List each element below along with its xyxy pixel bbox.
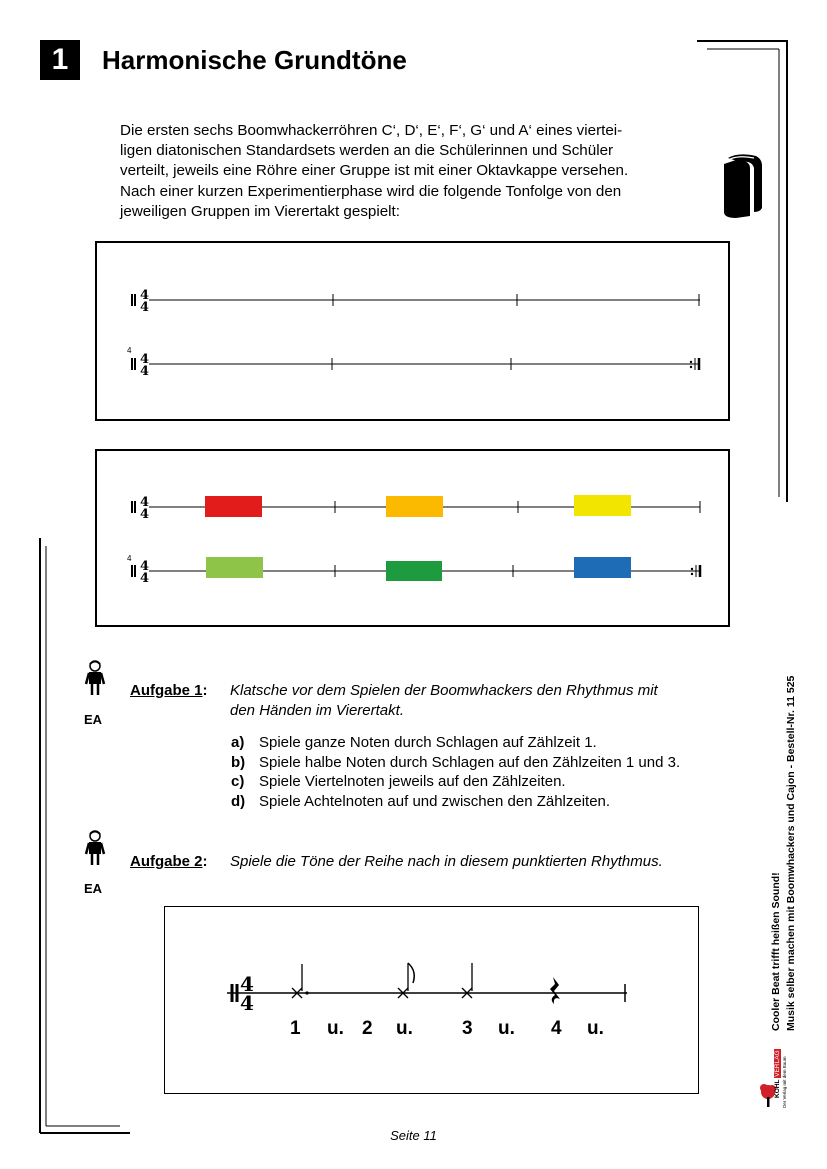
rhythm-box-empty: [95, 241, 730, 421]
time-signature-bottom: 4: [140, 571, 150, 586]
measure-number: 4: [127, 554, 132, 563]
count-label: 4: [551, 1018, 562, 1039]
task2-text: Spiele die Töne der Reihe nach in diesem punktierten Rhythmus.: [230, 853, 663, 870]
time-signature-bottom: 4: [140, 300, 150, 315]
dotted-rhythm-box: [164, 906, 699, 1094]
intro-line: ligen diatonischen Standardsets werden an die Schülerinnen und Schüler: [120, 142, 614, 160]
time-signature-top: 4: [140, 352, 150, 367]
subtask-letter: a): [231, 734, 245, 751]
subtask-text: Spiele Achtelnoten auf und zwischen den Zählzeiten.: [259, 792, 611, 810]
time-signature-top: 4: [140, 288, 150, 303]
sidebar-book-subtitle: Musik selber machen mit Boomwhackers und Cajon - Bestell-Nr. 11 525: [785, 675, 797, 1031]
intro-line: verteilt, jeweils eine Röhre einer Gruppe ist mit einer Oktavkappe versehen.: [120, 162, 629, 180]
work-mode-label: EA: [84, 881, 103, 896]
note-bar-light-green: [206, 557, 263, 578]
task2-label: [130, 853, 208, 870]
student-figure-icon: [84, 660, 106, 696]
work-mode-label: EA: [84, 712, 103, 727]
page-number: Seite 11: [390, 1128, 437, 1143]
page-title: Harmonische Grundtöne: [102, 45, 407, 75]
subtask-item: [231, 792, 680, 812]
task2-colon: :: [202, 853, 208, 870]
task1-colon: :: [202, 682, 208, 699]
time-signature-bottom: 4: [240, 991, 254, 1015]
rhythm-box-colored: [95, 449, 730, 627]
subtask-letter: b): [231, 753, 246, 771]
count-label: 2: [362, 1018, 373, 1039]
task1-line: Klatsche vor dem Spielen der Boomwhackers den Rhythmus mit: [230, 682, 658, 699]
subtask-letter: d): [231, 792, 246, 810]
subtask-letter: c): [231, 773, 245, 790]
time-signature-top: 4: [140, 495, 150, 510]
note-bar-yellow: [574, 495, 631, 516]
quarter-rest-icon: [550, 977, 560, 1004]
student-figure-icon: [84, 830, 106, 866]
publisher-label: [774, 1049, 781, 1098]
time-signature-bottom: 4: [140, 364, 150, 379]
time-signature-top: 4: [140, 559, 150, 574]
boomwhacker-tube-icon: [716, 150, 764, 220]
subtask-item: [231, 753, 680, 773]
intro-line: Die ersten sechs Boomwhackerröhren C‘, D‘, E‘, F‘, G‘ und A‘ eines viertei-: [120, 122, 623, 139]
note-bar-orange: [386, 496, 443, 517]
measure-number: 4: [127, 346, 132, 355]
intro-line: Nach einer kurzen Experimentierphase wird die folgende Tonfolge von den: [120, 182, 622, 200]
intro-paragraph: [120, 121, 690, 222]
count-label: u.: [587, 1018, 604, 1039]
subtask-item: [231, 733, 680, 753]
subtask-text: Spiele ganze Noten durch Schlagen auf Zählzeit 1.: [259, 734, 597, 751]
time-signature-bottom: 4: [140, 507, 150, 522]
count-label: 3: [462, 1018, 473, 1039]
task1-label: [130, 682, 208, 699]
subtask-text: Spiele halbe Noten durch Schlagen auf den Zählzeiten 1 und 3.: [259, 753, 681, 771]
task1-line: den Händen im Vierertakt.: [230, 702, 404, 719]
note-bar-green: [386, 561, 442, 581]
count-label: u.: [327, 1018, 344, 1039]
count-label: u.: [396, 1018, 413, 1039]
publisher-name: KOHL: [774, 1079, 781, 1098]
count-label: 1: [290, 1018, 301, 1039]
task2-label-text: Aufgabe 2: [130, 853, 203, 870]
count-label: u.: [498, 1018, 515, 1039]
time-signature-top: 4: [240, 972, 254, 996]
task1-label-text: Aufgabe 1: [130, 682, 203, 699]
publisher-badge: VERLAG: [774, 1050, 781, 1077]
dotted-rhythm-staff: [165, 907, 697, 1092]
colored-staff: [97, 451, 728, 625]
subtask-item: [231, 772, 680, 792]
subtask-text: Spiele Viertelnoten jeweils auf den Zählzeiten.: [259, 773, 566, 790]
note-bar-red: [205, 496, 262, 517]
note-bar-blue: [574, 557, 631, 578]
task1-text: [230, 681, 730, 721]
publisher-tagline: Der Verlag mit dem Baum: [782, 1056, 787, 1108]
chapter-number: 1: [40, 40, 80, 80]
empty-staff: [97, 243, 728, 419]
task1-subtasks: [231, 733, 680, 811]
sidebar-book-title: Cooler Beat trifft heißen Sound!: [770, 872, 782, 1031]
intro-line: jeweiligen Gruppen im Vierertakt gespielt:: [120, 202, 400, 220]
